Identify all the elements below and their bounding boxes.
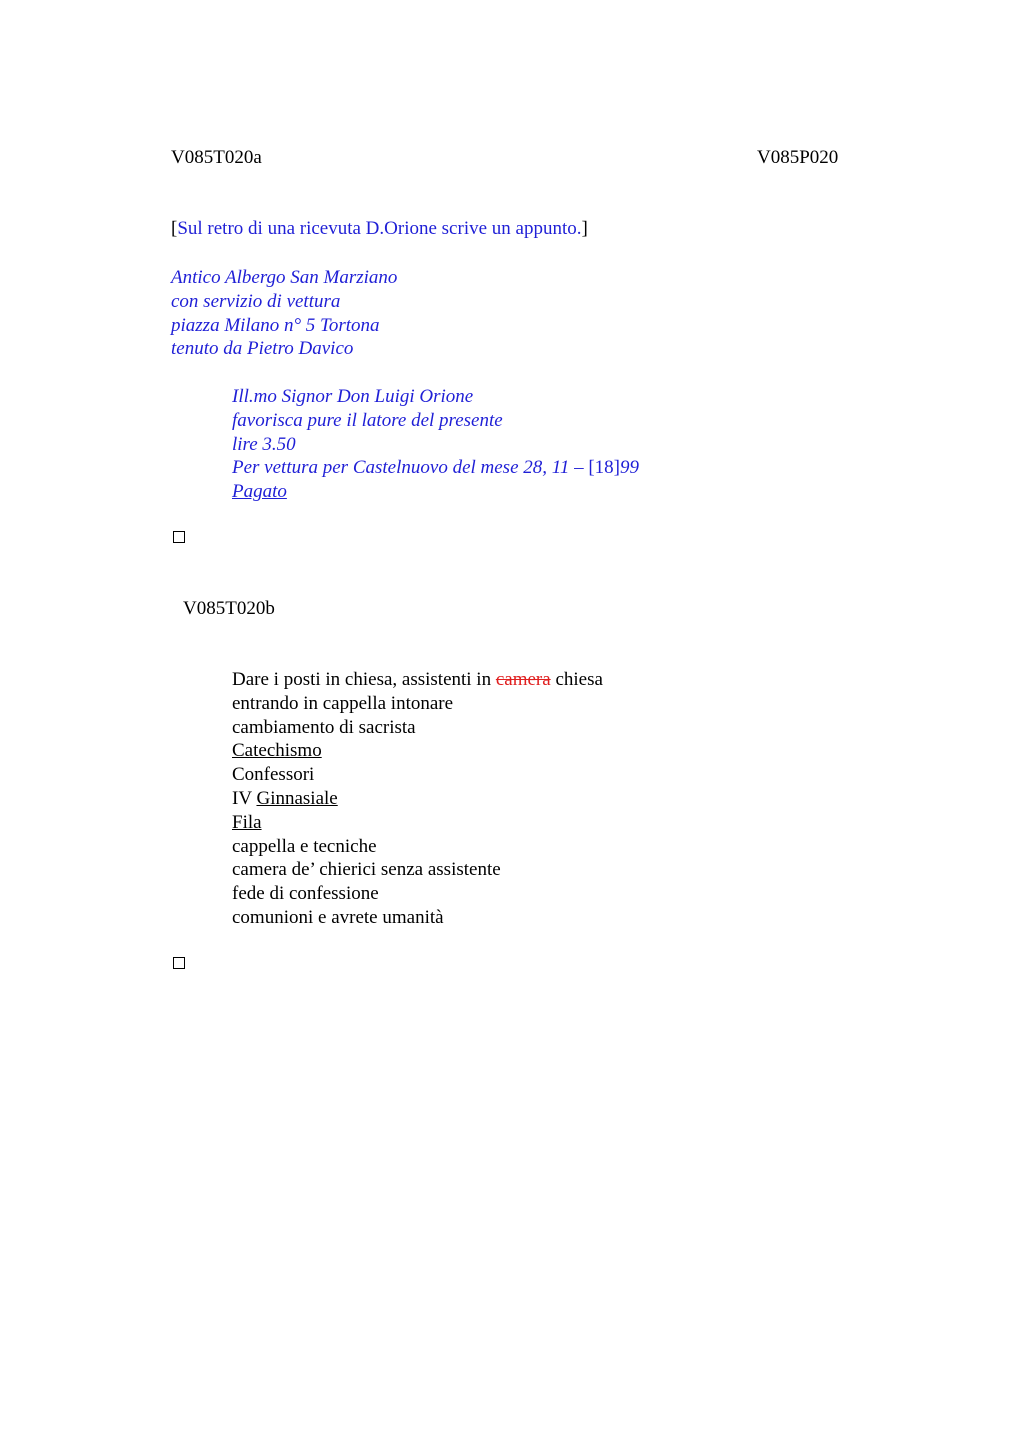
square-marker-icon xyxy=(173,531,185,543)
square-marker-icon xyxy=(173,957,185,969)
page-code-right: V085P020 xyxy=(757,147,839,168)
note-line: cappella e tecniche xyxy=(232,835,377,857)
underlined-word: Ginnasiale xyxy=(256,787,338,809)
note-line: fede di confessione xyxy=(232,883,379,905)
receipt-date-bracket: [18] xyxy=(588,457,621,479)
section-b-code: V085T020b xyxy=(183,598,275,619)
section-b-notes xyxy=(232,668,603,930)
receipt-line: lire 3.50 xyxy=(232,433,296,455)
note-line: camera de’ chierici senza assistente xyxy=(232,859,501,881)
note-prefix: IV xyxy=(232,787,252,809)
receipt-line: favorisca pure il latore del presente xyxy=(232,409,503,431)
letterhead-line: Antico Albergo San Marziano xyxy=(171,267,398,288)
note-line-start: Dare i posti in chiesa, assistenti in xyxy=(232,669,492,690)
receipt-date-line xyxy=(232,456,639,480)
struck-word: camera xyxy=(495,669,551,690)
receipt-date-text: Per vettura per Castelnuovo del mese 28, 11 – xyxy=(232,457,584,479)
letterhead-line: piazza Milano n° 5 Tortona xyxy=(171,314,380,336)
document-code-left: V085T020a xyxy=(171,147,262,168)
underlined-word: Fila xyxy=(232,811,262,833)
note-line xyxy=(232,811,603,835)
receipt-date-year: 99 xyxy=(620,457,640,479)
receipt-paid-text: Pagato xyxy=(232,481,287,503)
receipt-body xyxy=(232,385,639,504)
note-line xyxy=(232,739,603,763)
receipt-line: Ill.mo Signor Don Luigi Orione xyxy=(232,386,474,407)
note-line xyxy=(232,668,603,692)
note-open-bracket: [ xyxy=(171,218,178,239)
note-text: Sul retro di una ricevuta D.Orione scrive un appunto. xyxy=(177,218,582,239)
note-line: entrando in cappella intonare xyxy=(232,692,454,714)
note-line: cambiamento di sacrista xyxy=(232,716,416,738)
note-line xyxy=(232,787,603,811)
note-line: comunioni e avrete umanità xyxy=(232,906,444,928)
letterhead-line: con servizio di vettura xyxy=(171,290,341,312)
note-line-end: chiesa xyxy=(555,669,603,690)
receipt-paid-line xyxy=(232,480,639,504)
editorial-note xyxy=(171,217,588,241)
letterhead-line: tenuto da Pietro Davico xyxy=(171,338,354,360)
note-line: Confessori xyxy=(232,764,315,786)
note-close-bracket: ] xyxy=(581,218,588,239)
underlined-word: Catechismo xyxy=(232,740,322,762)
receipt-letterhead xyxy=(171,266,397,361)
